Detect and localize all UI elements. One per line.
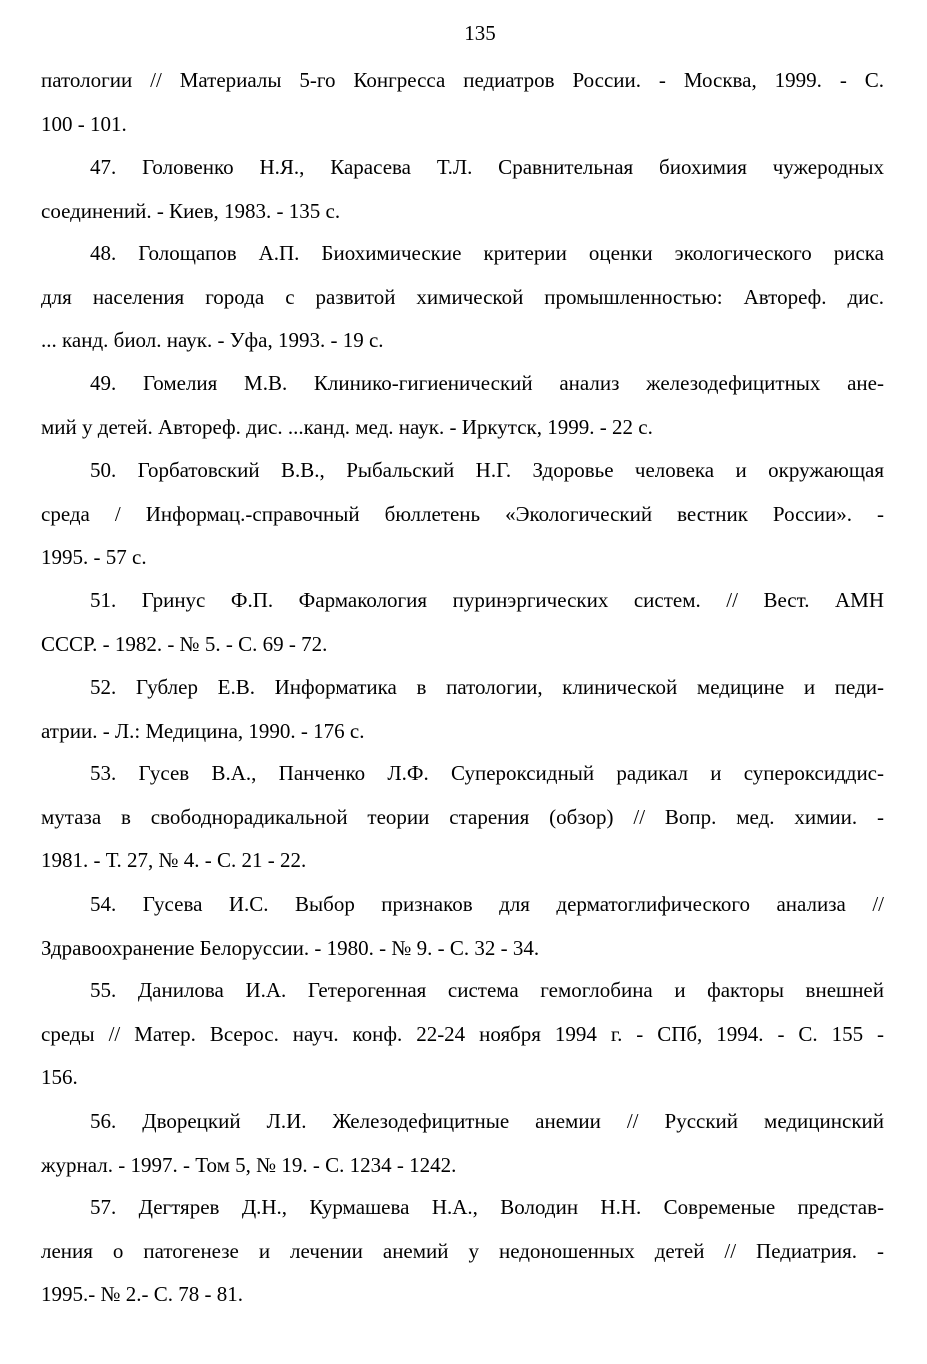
text-line: среды // Матер. Всерос. науч. конф. 22-24 ноября 1994 г. - СПб, 1994. - С. 155 - (41, 1021, 884, 1046)
text-line: 1995.- № 2.- С. 78 - 81. (41, 1282, 244, 1306)
text-line: 47. Головенко Н.Я., Карасева Т.Л. Сравнительная биохимия чужеродных (90, 155, 884, 179)
reference-entry (41, 59, 884, 146)
text-line: журнал. - 1997. - Том 5, № 19. - С. 1234 - 1242. (41, 1152, 457, 1177)
text-line: соединений. - Киев, 1983. - 135 с. (41, 198, 341, 223)
text-line: 52. Гублер Е.В. Информатика в патологии, клинической медицине и педи- (90, 675, 884, 699)
text-line: для населения города с развитой химической промышленностью: Автореф. дис. (41, 284, 884, 309)
reference-entry (41, 883, 884, 970)
reference-entry (41, 1186, 884, 1317)
text-line: мутаза в свободнорадикальной теории старения (обзор) // Вопр. мед. химии. - (41, 804, 884, 829)
text-line: патологии // Материалы 5-го Конгресса педиатров России. - Москва, 1999. - С. (41, 68, 884, 92)
text-line: СССР. - 1982. - № 5. - С. 69 - 72. (41, 631, 328, 656)
text-line: 56. Дворецкий Л.И. Железодефицитные анемии // Русский медицинский (90, 1109, 884, 1133)
text-line: 53. Гусев В.А., Панченко Л.Ф. Супероксидный радикал и супероксиддис- (90, 761, 884, 785)
reference-entry (41, 579, 884, 666)
reference-entry (41, 362, 884, 449)
text-line: 1995. - 57 с. (41, 545, 147, 569)
text-line: Здравоохранение Белоруссии. - 1980. - № 9. - С. 32 - 34. (41, 935, 540, 960)
text-line: мий у детей. Автореф. дис. ...канд. мед. наук. - Иркутск, 1999. - 22 с. (41, 414, 653, 439)
reference-entry (41, 232, 884, 363)
text-line: 1981. - Т. 27, № 4. - С. 21 - 22. (41, 848, 307, 872)
text-line: атрии. - Л.: Медицина, 1990. - 176 с. (41, 718, 365, 743)
text-line: 49. Гомелия М.В. Клинико-гигиенический анализ железодефицитных ане- (90, 371, 884, 395)
reference-entry (41, 666, 884, 753)
reference-entry (41, 1100, 884, 1187)
text-line: 48. Голощапов А.П. Биохимические критерии оценки экологического риска (90, 241, 884, 265)
text-line: ... канд. биол. наук. - Уфа, 1993. - 19 с. (41, 328, 384, 352)
text-line: 100 - 101. (41, 111, 127, 136)
text-line: 50. Горбатовский В.В., Рыбальский Н.Г. Здоровье человека и окружающая (90, 458, 884, 482)
reference-entry (41, 752, 884, 883)
reference-entry (41, 146, 884, 233)
text-line: 57. Дегтярев Д.Н., Курмашева Н.А., Володин Н.Н. Современые представ- (90, 1195, 884, 1219)
text-line: 55. Данилова И.А. Гетерогенная система гемоглобина и факторы внешней (90, 978, 884, 1002)
page-number: 135 (464, 21, 496, 45)
text-line: 156. (41, 1065, 78, 1089)
text-line: среда / Информац.-справочный бюллетень «Экологический вестник России». - (41, 501, 884, 526)
reference-entry (41, 969, 884, 1100)
text-line: 51. Гринус Ф.П. Фармакология пуринэргических систем. // Вест. АМН (90, 588, 884, 612)
text-line: ления о патогенезе и лечении анемий у недоношенных детей // Педиатрия. - (41, 1238, 884, 1263)
text-line: 54. Гусева И.С. Выбор признаков для дерматоглифического анализа // (90, 892, 884, 916)
reference-entry (41, 449, 884, 580)
